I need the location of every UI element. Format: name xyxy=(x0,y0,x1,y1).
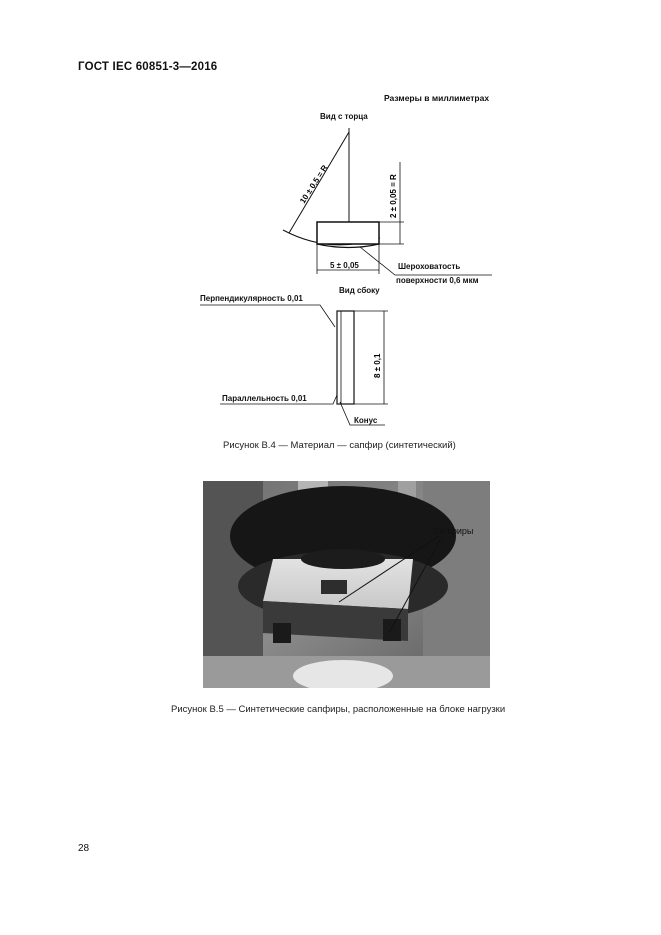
figure-b4-drawing xyxy=(0,0,661,440)
length-dim-label: 8 ± 0,1 xyxy=(373,353,382,378)
sapphire-end-body xyxy=(317,222,379,244)
side-view xyxy=(200,305,388,425)
figure-b4-caption: Рисунок В.4 — Материал — сапфир (синтетический) xyxy=(223,440,456,451)
roughness-label-line2: поверхности 0,6 мкм xyxy=(396,276,479,285)
height-dim-label: 2 ± 0,05 = R xyxy=(389,174,398,218)
end-view xyxy=(283,128,492,275)
end-view-label: Вид с торца xyxy=(320,112,368,121)
sapphires-label: Сапфиры xyxy=(433,526,474,536)
units-note: Размеры в миллиметрах xyxy=(384,93,490,103)
figure-b5-photo xyxy=(203,481,490,688)
radius-dim-label: 10 ± 0,5 = R xyxy=(298,163,330,206)
width-dim-label: 5 ± 0,05 xyxy=(330,261,359,270)
roughness-label-line1: Шероховатость xyxy=(398,262,461,271)
side-view-label: Вид сбоку xyxy=(339,286,380,295)
perpendicularity-leader xyxy=(200,305,335,327)
parallelism-label: Параллельность 0,01 xyxy=(222,394,307,403)
document-header: ГОСТ IEC 60851-3—2016 xyxy=(78,61,218,73)
sapphire-side-body xyxy=(337,311,354,404)
perpendicularity-label: Перпендикулярность 0,01 xyxy=(200,294,303,303)
figure-b5-caption: Рисунок В.5 — Синтетические сапфиры, расположенные на блоке нагрузки xyxy=(171,704,506,715)
page-number: 28 xyxy=(78,843,90,854)
cone-label: Конус xyxy=(354,416,378,425)
